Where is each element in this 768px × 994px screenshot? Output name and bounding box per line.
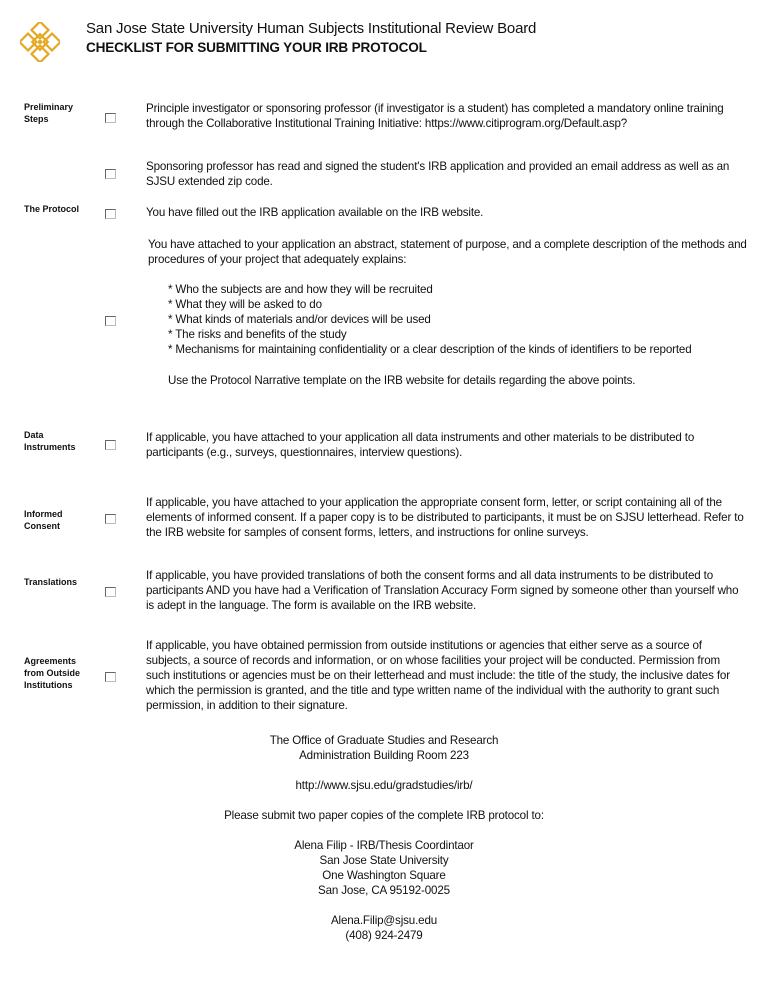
contact-name: Alena Filip - IRB/Thesis Coordintaor <box>294 839 474 852</box>
list-item: * The risks and benefits of the study <box>168 328 347 341</box>
item-informed-consent: If applicable, you have attached to your application the appropriate consent form, letter, or script containing all of the elements of informed consent. If a paper copy is to be distributed to participants, it must be on SJSU letterhead. Refer to the IRB website for samples of consent forms, letters, and instructions for online surveys. <box>146 496 744 539</box>
contact-org: San Jose State University <box>319 854 449 867</box>
section-label-data-instruments: Data Instruments <box>24 430 76 452</box>
contact-street: One Washington Square <box>322 869 446 882</box>
checkbox-professor-signed[interactable] <box>105 169 116 179</box>
item-agreements: If applicable, you have obtained permission from outside institutions or agencies that either serve as a source of subjects, a source of records and information, or on whose facilities your project will be conducted. Permission from such institutions or agencies must be on their letterhead and must include: the title of the study, the inclusive dates for which the permission is granted, and the title and type written name of the individual with the authority to grant such permission, in addition to their signature. <box>146 639 730 712</box>
checkbox-irb-application[interactable] <box>105 209 116 219</box>
irb-url-link[interactable]: http://www.sjsu.edu/gradstudies/irb/ <box>295 779 473 792</box>
item-protocol-note: Use the Protocol Narrative template on the IRB website for details regarding the above points. <box>168 374 636 387</box>
checkbox-citi-training[interactable] <box>105 113 116 123</box>
item-data-instruments: If applicable, you have attached to your application all data instruments and other materials to be distributed to participants (e.g., surveys, questionnaires, interview questions). <box>146 431 695 459</box>
checkbox-translations[interactable] <box>105 587 116 597</box>
submit-note: Please submit two paper copies of the complete IRB protocol to: <box>224 809 544 822</box>
item-professor-signed: Sponsoring professor has read and signed the student's IRB application and provided an email address as well as an SJSU extended zip code. <box>146 160 730 188</box>
list-item: * What kinds of materials and/or devices will be used <box>168 313 431 326</box>
office-room: Administration Building Room 223 <box>299 749 469 762</box>
item-abstract-intro: You have attached to your application an abstract, statement of purpose, and a complete description of the methods and procedures of your project that adequately explains: <box>148 238 747 266</box>
contact-phone: (408) 924-2479 <box>345 929 423 942</box>
checkbox-agreements[interactable] <box>105 672 116 682</box>
list-item: * Who the subjects are and how they will be recruited <box>168 283 433 296</box>
item-irb-application: You have filled out the IRB application available on the IRB website. <box>146 206 484 219</box>
list-item: * Mechanisms for maintaining confidentiality or a clear description of the kinds of identifiers to be reported <box>168 343 692 356</box>
section-label-protocol: The Protocol <box>24 204 80 214</box>
contact-email-link[interactable]: Alena.Filip@sjsu.edu <box>330 914 438 927</box>
sjsu-logo-icon <box>20 22 60 62</box>
checkbox-informed-consent[interactable] <box>105 514 116 524</box>
section-label-informed-consent: Informed Consent <box>24 509 63 531</box>
checkbox-abstract[interactable] <box>105 316 116 326</box>
item-citi-training: Principle investigator or sponsoring professor (if investigator is a student) has completed a mandatory online training through the Collaborative Institutional Training Initiative: https://www.citiprogram.org/Default.asp? <box>146 102 724 130</box>
section-label-preliminary: Preliminary Steps <box>24 102 74 124</box>
protocol-bullet-list <box>168 282 748 357</box>
office-name: The Office of Graduate Studies and Research <box>269 734 499 747</box>
list-item: * What they will be asked to do <box>168 298 322 311</box>
checkbox-data-instruments[interactable] <box>105 440 116 450</box>
contact-city: San Jose, CA 95192-0025 <box>318 884 450 897</box>
section-label-translations: Translations <box>24 577 78 587</box>
page-title: CHECKLIST FOR SUBMITTING YOUR IRB PROTOCOL <box>86 40 427 55</box>
section-label-agreements: Agreements from Outside Institutions <box>24 656 81 690</box>
item-translations: If applicable, you have provided translations of both the consent forms and all data instruments to be distributed to participants AND you have had a Verification of Translation Accuracy Form signed by someone other than yourself who is adept in the language. The form is available on the IRB website. <box>146 569 739 612</box>
university-name: San Jose State University Human Subjects Institutional Review Board <box>86 20 537 37</box>
